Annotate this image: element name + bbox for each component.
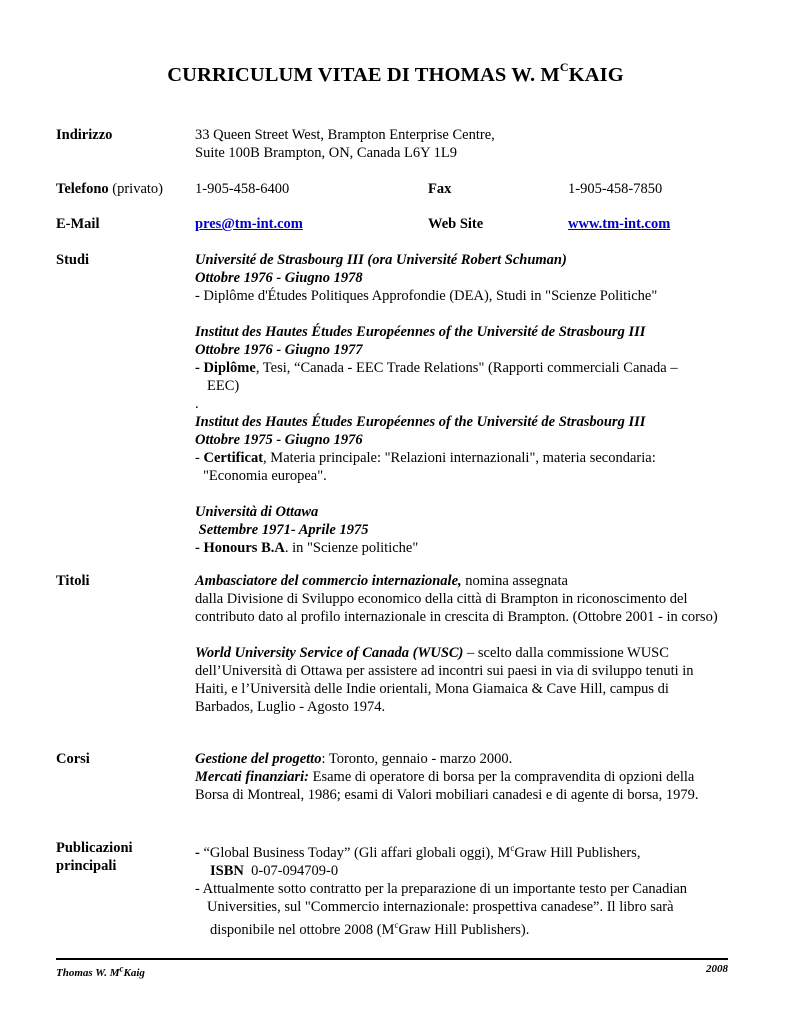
study-institution: Université de Strasbourg III (ora Université Robert Schuman) <box>195 252 567 268</box>
course-item: Mercati finanziari: Esame di operatore di borsa per la compravendita di opzioni della Borsa di Montreal, 1986; esami di Valori mobiliari canadesi e di agente di borsa, 1979. <box>195 769 699 803</box>
title-item: World University Service of Canada (WUSC) – scelto dalla commissione WUSC dell’Università di Ottawa per assistere ad incontri sui paesi in via di sviluppo tenuti in Haiti, e l’Università delle Indie orientali, Mona Giamaica & Cave Hill, campus di Barbados, Luglio - Agosto 1974. <box>195 645 694 715</box>
study-description: - Honours B.A. in "Scienze politiche" <box>195 540 419 556</box>
title-item: Ambasciatore del commercio internazionale, nomina assegnata dalla Divisione di Sviluppo economico della città di Brampton in riconoscimento del contributo dato al profilo internazionale in crescita di Brampton. (Ottobre 2001 - in corso) <box>195 573 718 625</box>
address-line2: Suite 100B Brampton, ON, Canada L6Y 1L9 <box>195 145 458 161</box>
phone-value: 1-905-458-6400 <box>195 181 290 197</box>
study-institution: Institut des Hautes Études Européennes of the Université de Strasbourg III <box>195 414 646 430</box>
web-label: Web Site <box>428 216 484 232</box>
page-title: CURRICULUM VITAE DI THOMAS W. $M^CKAIG$ <box>167 60 624 86</box>
course-item: Gestione del progetto: Toronto, gennaio - marzo 2000. <box>195 751 513 767</box>
study-description: - Diplôme d'Études Politiques Approfondie (DEA), Studi in "Scienze Politiche" <box>195 288 658 304</box>
fax-value: 1-905-458-7850 <box>568 181 663 197</box>
page-footer <box>56 958 728 979</box>
study-institution: Institut des Hautes Études Européennes of the Université de Strasbourg III <box>195 324 646 340</box>
phone-label: Telefono (privato) <box>56 181 163 197</box>
website-link[interactable]: www.tm-int.com <box>568 216 671 232</box>
email-link[interactable]: pres@tm-int.com <box>195 216 303 232</box>
address-label: Indirizzo <box>56 127 113 143</box>
publication-item: - Attualmente sotto contratto per la preparazione di un importante testo per Canadian <box>195 880 688 897</box>
study-description: - Certificat, Materia principale: "Relazioni internazionali", materia secondaria: <box>195 450 656 466</box>
study-institution: Università di Ottawa <box>195 504 319 520</box>
study-dates: Ottobre 1975 - Giugno 1976 <box>195 432 363 448</box>
study-description-cont: EEC) <box>207 378 240 394</box>
study-dates: Ottobre 1976 - Giugno 1977 <box>195 342 363 358</box>
study-dates: Settembre 1971- Aprile 1975 <box>195 522 369 538</box>
studies-label: Studi <box>56 252 90 268</box>
study-description-cont: "Economia europea". <box>203 468 327 484</box>
publication-isbn: ISBN 0-07-094709-0 <box>210 862 339 879</box>
study-item <box>195 503 727 557</box>
publication-item-cont: disponibile nel ottobre 2008 ($M^cGraw$ Hill Publishers). <box>210 919 530 938</box>
stray-dot: . <box>195 396 199 412</box>
publications-label: Publicazioni principali <box>56 840 133 874</box>
courses-label: Corsi <box>56 751 90 767</box>
study-description: - Diplôme, Tesi, “Canada - EEC Trade Relations" (Rapporti commerciali Canada – <box>195 360 678 376</box>
study-item <box>195 323 727 395</box>
address-line1: 33 Queen Street West, Brampton Enterprise Centre, <box>195 127 495 143</box>
footer-year: 2008 <box>706 963 728 975</box>
email-label: E-Mail <box>56 216 100 232</box>
study-item <box>195 251 727 305</box>
publication-item: - “Global Business Today” (Gli affari globali oggi), $M^cGraw$ Hill Publishers, <box>195 843 641 861</box>
fax-label: Fax <box>428 181 452 197</box>
footer-name: Thomas W. $M^cKaig$ <box>56 963 145 979</box>
study-item <box>195 395 727 485</box>
study-dates: Ottobre 1976 - Giugno 1978 <box>195 270 363 286</box>
titles-label: Titoli <box>56 573 90 589</box>
publication-item-cont: Universities, sul "Commercio internazionale: prospettiva canadese”. Il libro sarà <box>207 898 674 915</box>
